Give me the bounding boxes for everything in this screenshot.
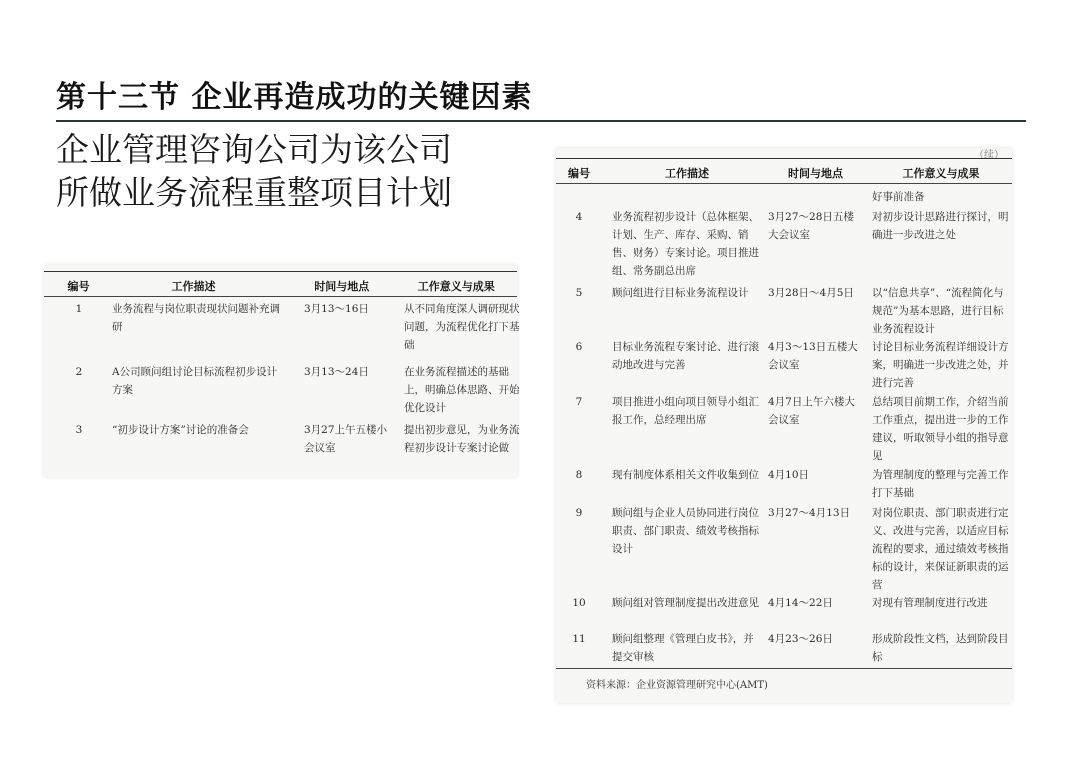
cell-num: 11 — [572, 633, 586, 645]
page-subtitle — [56, 128, 452, 214]
cell-num: 10 — [572, 597, 586, 609]
table-row — [44, 363, 529, 417]
cell-num: 6 — [575, 341, 583, 353]
cell-time: 4月10日 — [768, 469, 810, 481]
header-result: 工作意义与成果 — [902, 167, 980, 180]
cell-desc: A公司顾问组讨论目标流程初步设计方案 — [112, 366, 278, 396]
table-row — [556, 630, 1010, 666]
cell-num: 4 — [575, 211, 583, 223]
table-top-rule — [44, 271, 517, 272]
subtitle-line-2: 所做业务流程重整项目计划 — [56, 173, 452, 212]
table-row — [44, 300, 529, 354]
cell-time — [768, 188, 863, 206]
header-num: 编号 — [67, 280, 90, 293]
subtitle-line-1: 企业管理咨询公司为该公司 — [56, 130, 452, 169]
cell-num: 7 — [575, 396, 583, 408]
cell-time: 3月27～4月13日 — [768, 507, 851, 519]
cell-desc: 业务流程与岗位职责现状问题补充调研 — [112, 303, 280, 333]
table-row — [556, 188, 1010, 206]
cell-time: 3月13～16日 — [304, 303, 369, 315]
cell-num: 1 — [75, 303, 83, 315]
header-desc: 工作描述 — [665, 167, 709, 180]
cell-result: 以“信息共享”、“流程简化与规范”为基本思路，进行目标业务流程设计 — [872, 287, 1004, 335]
cell-time: 3月27上午五楼小会议室 — [304, 424, 388, 454]
header-rule — [44, 296, 517, 297]
cell-time: 4月14～22日 — [768, 597, 833, 609]
cell-num: 2 — [75, 366, 83, 378]
cell-num: 8 — [575, 469, 583, 481]
cell-result: 对岗位职责、部门职责进行定义、改进与完善，以适应目标流程的要求，通过绩效考核指标的设计，来保证新职责的运营 — [872, 507, 1009, 591]
header-num: 编号 — [568, 167, 590, 180]
cell-num: 5 — [575, 287, 583, 299]
left-table-image — [44, 265, 520, 477]
cell-result: 形成阶段性文档，达到阶段目标 — [872, 633, 1009, 663]
cell-num — [564, 188, 594, 206]
header-desc: 工作描述 — [171, 280, 216, 293]
cell-desc: 目标业务流程专案讨论、进行滚动地改进与完善 — [612, 341, 759, 371]
table-row — [556, 284, 1010, 338]
cell-num: 3 — [75, 424, 83, 436]
cell-result: 总结项目前期工作，介绍当前工作重点，提出进一步的工作建议，听取领导小组的指导意见 — [872, 396, 1009, 462]
table-row — [556, 594, 1010, 612]
table-header — [556, 165, 1012, 181]
continued-mark: （续） — [974, 150, 1004, 161]
cell-time: 3月28日～4月5日 — [768, 287, 854, 299]
table-top-rule — [556, 158, 1012, 159]
cell-result: 从不同角度深人调研现状问题，为流程优化打下基础 — [404, 303, 520, 351]
cell-result: 对初步设计思路进行探讨，明确进一步改进之处 — [872, 211, 1009, 241]
title-divider — [56, 120, 1026, 122]
table-row — [556, 208, 1010, 280]
cell-result: 为管理制度的整理与完善工作打下基础 — [872, 469, 1009, 499]
cell-result: 讨论目标业务流程详细设计方案，明确进一步改进之处，并进行完善 — [872, 341, 1009, 389]
header-result: 工作意义与成果 — [417, 280, 495, 293]
cell-time: 4月23～26日 — [768, 633, 833, 645]
table-row — [556, 338, 1010, 392]
cell-time: 4月7日上午六楼大会议室 — [768, 396, 855, 426]
cell-desc: 顾问组进行目标业务流程设计 — [612, 287, 749, 299]
cell-desc: 项目推进小组向项目领导小组汇报工作，总经理出席 — [612, 396, 759, 426]
header-rule — [556, 183, 1012, 184]
right-table-image — [556, 148, 1012, 703]
cell-desc: 现有制度体系相关文件收集到位 — [612, 469, 759, 481]
cell-desc — [612, 188, 762, 206]
cell-desc: 顾问组对管理制度提出改进意见 — [612, 597, 759, 609]
table-row — [556, 466, 1010, 502]
cell-result: 对现有管理制度进行改进 — [872, 597, 988, 609]
cell-desc: “初步设计方案”讨论的准备会 — [112, 424, 249, 436]
cell-num: 9 — [575, 507, 583, 519]
table-row — [44, 421, 529, 457]
cell-time: 4月3～13日五楼大会议室 — [768, 341, 858, 371]
header-time: 时间与地点 — [788, 167, 843, 180]
cell-desc: 顾问组与企业人员协同进行岗位职责、部门职责、绩效考核指标设计 — [612, 507, 759, 555]
cell-time: 3月13～24日 — [304, 366, 369, 378]
table-bottom-rule — [556, 668, 1012, 669]
cell-desc: 业务流程初步设计（总体框架、计划、生产、库存、采购、销售、财务）专案讨论。项目推进组、常务副总出席 — [612, 211, 759, 277]
table-row — [556, 504, 1010, 594]
source-note: 资料来源：企业资源管理研究中心(AMT) — [586, 680, 768, 691]
table-row — [556, 393, 1010, 465]
cell-result: 在业务流程描述的基础上，明确总体思路、开始优化设计 — [404, 366, 520, 414]
table-header — [44, 278, 517, 294]
page-title: 第十三节 企业再造成功的关键因素 — [56, 80, 533, 115]
cell-desc: 顾问组整理《管理白皮书》，并提交审核 — [612, 633, 754, 663]
header-time: 时间与地点 — [314, 280, 370, 293]
cell-time: 3月27～28日五楼大会议室 — [768, 211, 854, 241]
cell-result: 好事前准备 — [872, 191, 925, 203]
cell-result: 提出初步意见，为业务流程初步设计专案讨论做 — [404, 424, 520, 454]
